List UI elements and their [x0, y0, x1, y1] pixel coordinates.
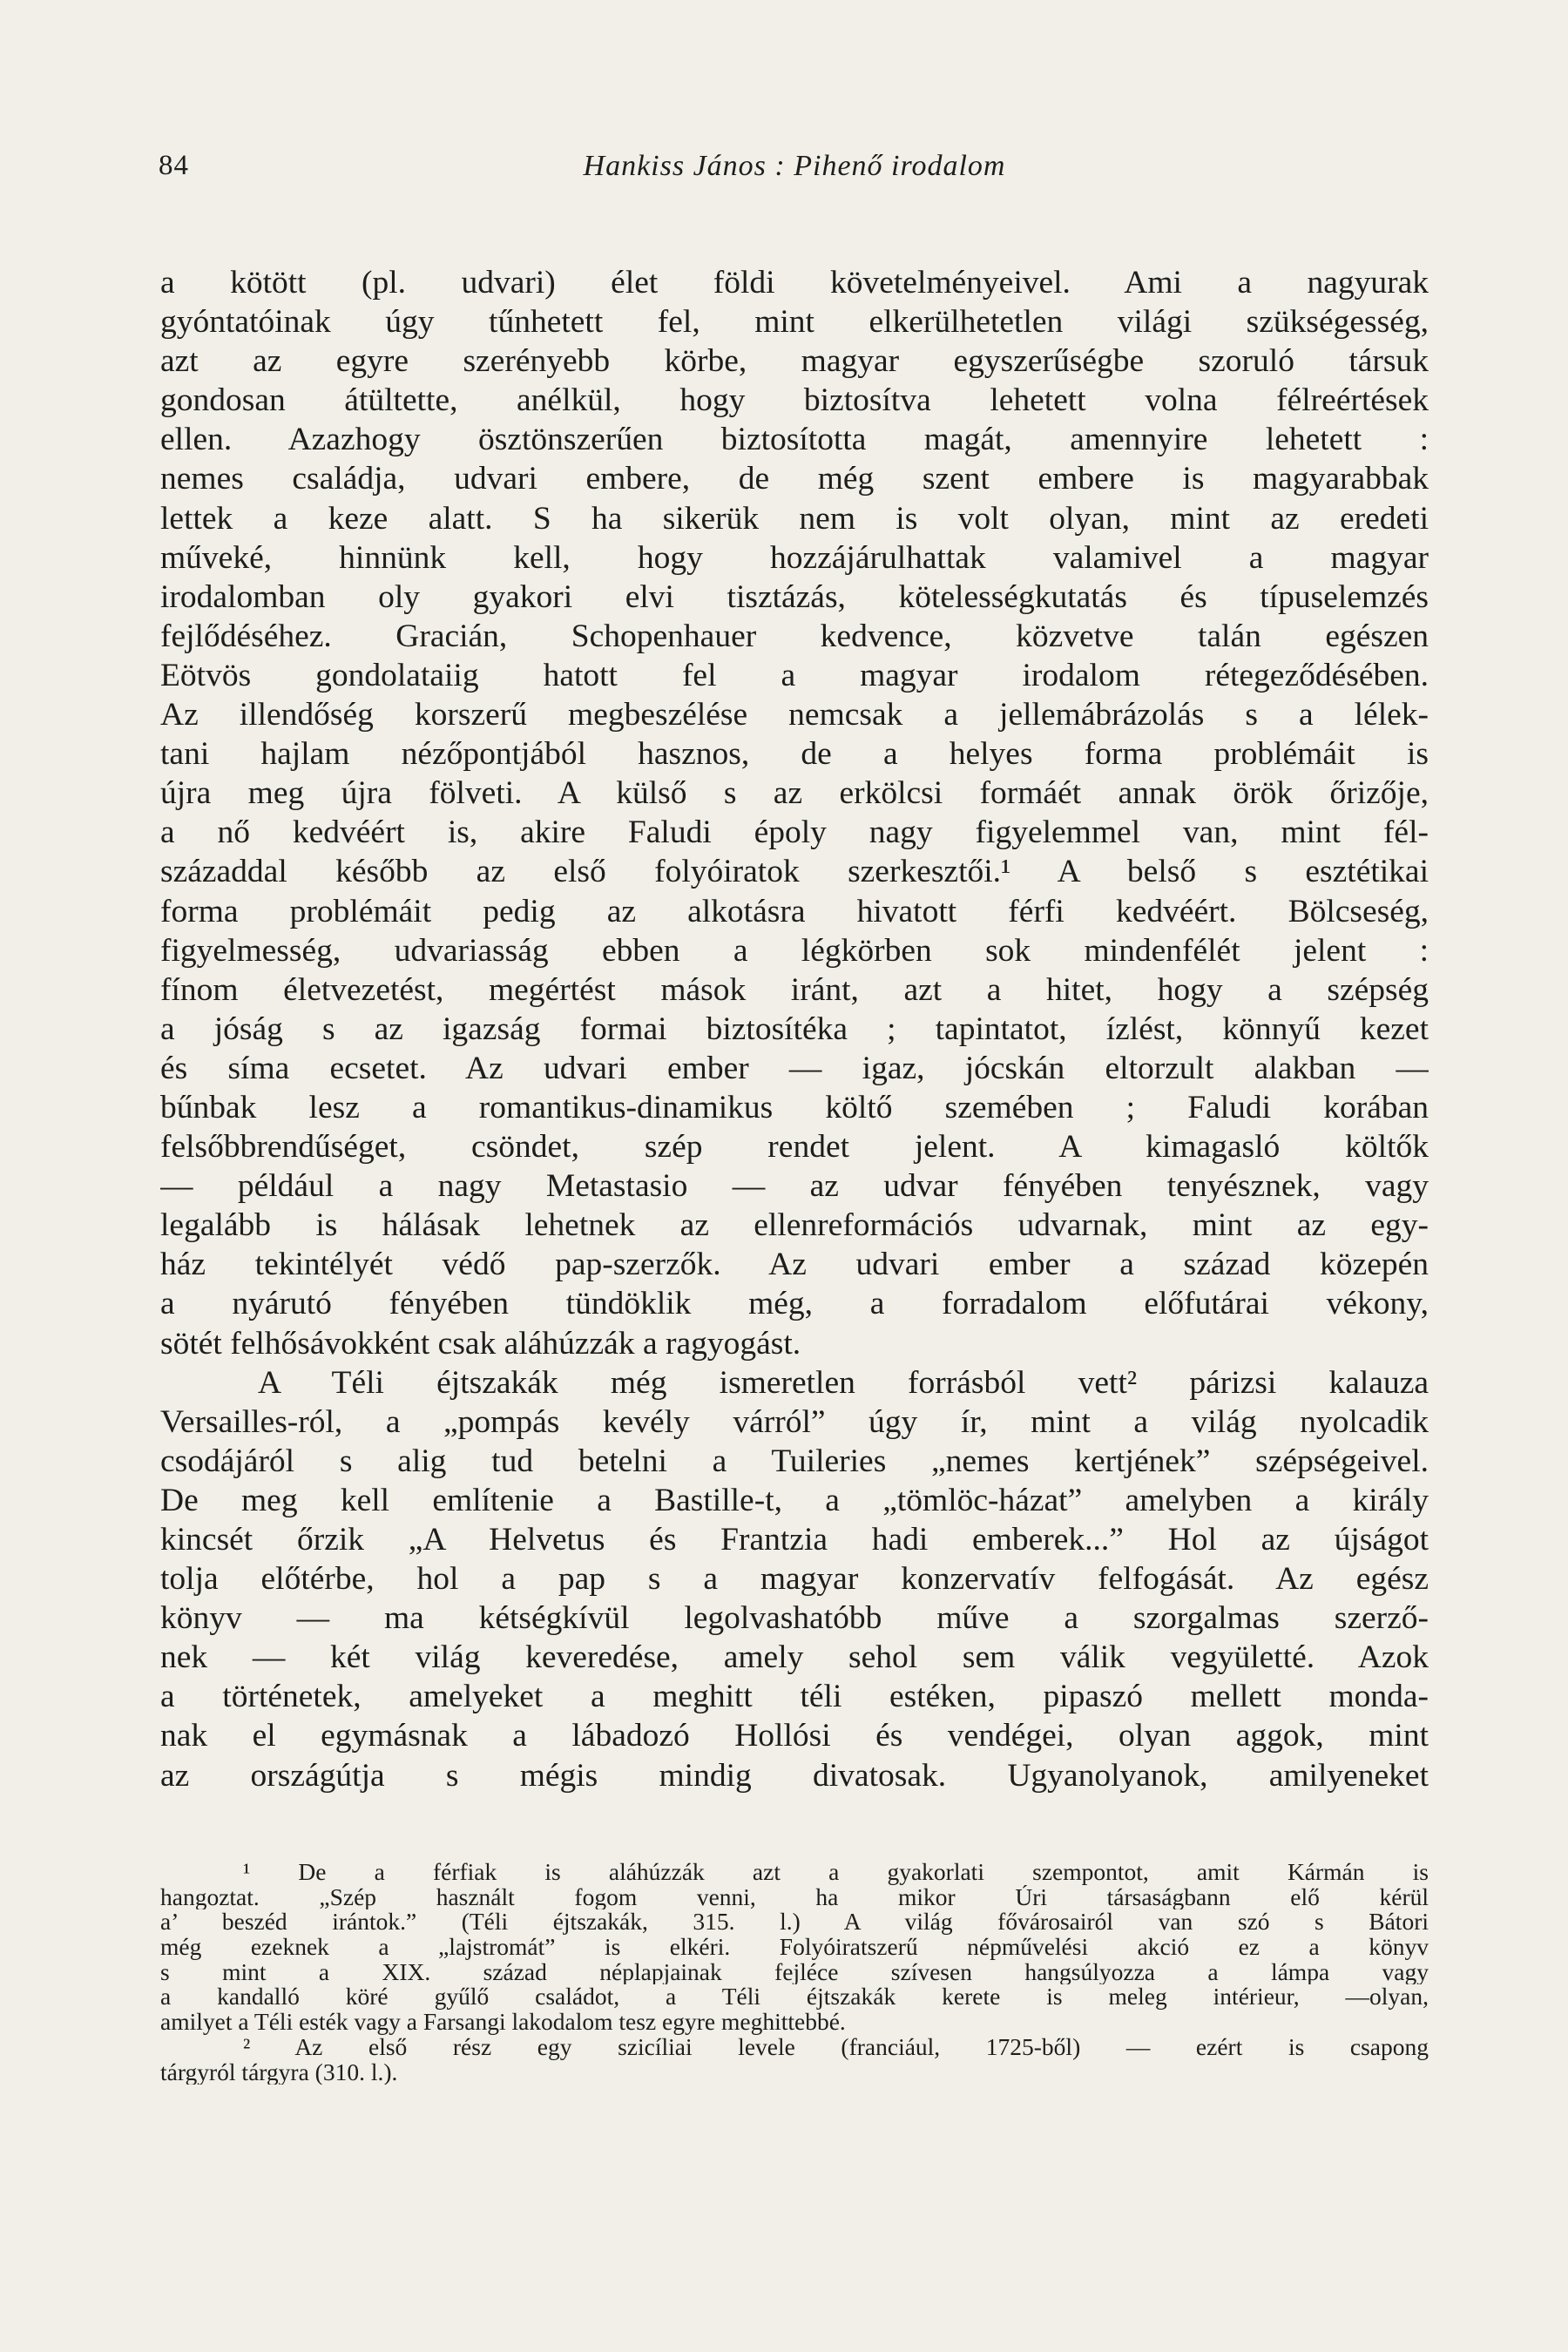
text-line: a történetek, amelyeket a meghitt téli estéken, pipaszó mellett monda- — [160, 1679, 1429, 1715]
body-text — [160, 263, 1429, 1795]
text-line: nek — két világ keveredése, amely sehol sem válik vegyületté. Azok — [160, 1639, 1429, 1676]
text-line: legalább is hálásak lehetnek az ellenreformációs udvarnak, mint az egy- — [160, 1207, 1429, 1244]
text-line: tani hajlam nézőpontjából hasznos, de a helyes forma problémáit is — [160, 736, 1429, 773]
text-line: gyóntatóinak úgy tűnhetett fel, mint elkerülhetetlen világi szükségesség, — [160, 304, 1429, 341]
footnote-line: ¹ De a férfiak is aláhúzzák azt a gyakorlati szempontot, amit Kármán is — [243, 1860, 1429, 1885]
text-line: Az illendőség korszerű megbeszélése nemcsak a jellemábrázolás s a lélek- — [160, 697, 1429, 733]
text-line: ellen. Azazhogy ösztönszerűen biztosította magát, amennyire lehetett : — [160, 422, 1429, 458]
text-line: bűnbak lesz a romantikus-dinamikus költő szemében ; Faludi korában — [160, 1089, 1429, 1125]
text-line: — például a nagy Metastasio — az udvar fényében tenyésznek, vagy — [160, 1168, 1429, 1205]
text-line: ház tekintélyét védő pap-szerzők. Az udvari ember a század közepén — [160, 1247, 1429, 1283]
text-line: sötét felhősávokként csak aláhúzzák a ragyogást. — [160, 1325, 801, 1362]
text-line: kincsét őrzik „A Helvetus és Frantzia hadi emberek...” Hol az újságot — [160, 1522, 1429, 1558]
text-line: a kötött (pl. udvari) élet földi követelményeivel. Ami a nagyurak — [160, 265, 1429, 301]
text-line: nemes családja, udvari embere, de még szent embere is magyarabbak — [160, 461, 1429, 497]
footnote-line: a kandalló köré gyűlő családot, a Téli éjtszakák kerete is meleg intérieur, —olyan, — [160, 1984, 1429, 2011]
running-title: Hankiss János : Pihenő irodalom — [583, 150, 1006, 182]
text-line: fínom életvezetést, megértést mások iránt, azt a hitet, hogy a szépség — [160, 971, 1429, 1008]
footnote-line: tárgyról tárgyra (310. l.). — [160, 2059, 398, 2085]
footnote-line: a’ beszéd irántok.” (Téli éjtszakák, 315. l.) A világ fővárosairól van szó s Bátori — [160, 1909, 1429, 1936]
footnote-line: hangoztat. „Szép használt fogom venni, ha mikor Úri társaságbann elő kérül — [160, 1884, 1429, 1910]
page-number: 84 — [159, 150, 189, 181]
text-line: a jóság s az igazság formai biztosítéka ; tapintatot, ízlést, könnyű kezet — [160, 1010, 1429, 1047]
text-line: az országútja s mégis mindig divatosak. Ugyanolyanok, amilyeneket — [160, 1757, 1429, 1794]
text-line: tolja előtérbe, hol a pap s a magyar konzervatív felfogását. Az egész — [160, 1561, 1429, 1598]
page-header — [159, 150, 1430, 193]
text-line: újra meg újra fölveti. A külső s az erkölcsi formáét annak örök őrizője, — [160, 775, 1429, 812]
text-line: századdal később az első folyóiratok szerkesztői.¹ A belső s esztétikai — [160, 854, 1429, 890]
text-line: forma problémáit pedig az alkotásra hivatott férfi kedvéért. Bölcseség, — [160, 893, 1429, 929]
footnote-line: még ezeknek a „lajstromát” is elkéri. Folyóiratszerű népművelési akció ez a könyv — [160, 1935, 1429, 1960]
text-line: irodalomban oly gyakori elvi tisztázás, kötelességkutatás és típuselemzés — [160, 578, 1429, 615]
text-line: nak el egymásnak a lábadozó Hollósi és vendégei, olyan aggok, mint — [160, 1718, 1429, 1754]
text-line: lettek a keze alatt. S ha sikerük nem is volt olyan, mint az eredeti — [160, 500, 1429, 537]
text-line: felsőbbrendűséget, csöndet, szép rendet jelent. A kimagasló költők — [160, 1129, 1429, 1166]
text-line: a nő kedvéért is, akire Faludi époly nagy figyelemmel van, mint fél- — [160, 814, 1429, 851]
text-line: gondosan átültette, anélkül, hogy biztosítva lehetett volna félreértések — [160, 382, 1429, 419]
text-line: fejlődéséhez. Gracián, Schopenhauer kedvence, közvetve talán egészen — [160, 618, 1429, 654]
text-line: műveké, hinnünk kell, hogy hozzájárulhattak valamivel a magyar — [160, 539, 1429, 576]
footnote-line: ² Az első rész egy szicíliai levele (franciául, 1725-ből) — ezért is csapong — [243, 2034, 1429, 2060]
text-line: figyelmesség, udvariasság ebben a légkörben sok mindenfélét jelent : — [160, 932, 1429, 969]
footnote-line: amilyet a Téli esték vagy a Farsangi lakodalom tesz egyre meghittebbé. — [160, 2010, 846, 2035]
text-line: azt az egyre szerényebb körbe, magyar egyszerűségbe szoruló társuk — [160, 343, 1429, 380]
text-line: De meg kell említenie a Bastille-t, a „tömlöc-házat” amelyben a király — [160, 1482, 1429, 1518]
text-line: könyv — ma kétségkívül legolvashatóbb műve a szorgalmas szerző- — [160, 1600, 1429, 1637]
text-line: a nyárutó fényében tündöklik még, a forradalom előfutárai vékony, — [160, 1286, 1429, 1322]
footnotes — [160, 1860, 1429, 2085]
text-line: csodájáról s alig tud betelni a Tuileries „nemes kertjének” szépségeivel. — [160, 1443, 1429, 1479]
text-line: és síma ecsetet. Az udvari ember — igaz, jócskán eltorzult alakban — — [160, 1050, 1429, 1086]
text-line: Versailles-ról, a „pompás kevély várról” úgy ír, mint a világ nyolcadik — [160, 1403, 1429, 1440]
footnote-line: s mint a XIX. század néplapjainak fejléce szívesen hangsúlyozza a lámpa vagy — [160, 1959, 1429, 1985]
text-line: A Téli éjtszakák még ismeretlen forrásból vett² párizsi kalauza — [258, 1364, 1429, 1401]
text-line: Eötvös gondolataiig hatott fel a magyar irodalom rétegeződésében. — [160, 657, 1429, 693]
